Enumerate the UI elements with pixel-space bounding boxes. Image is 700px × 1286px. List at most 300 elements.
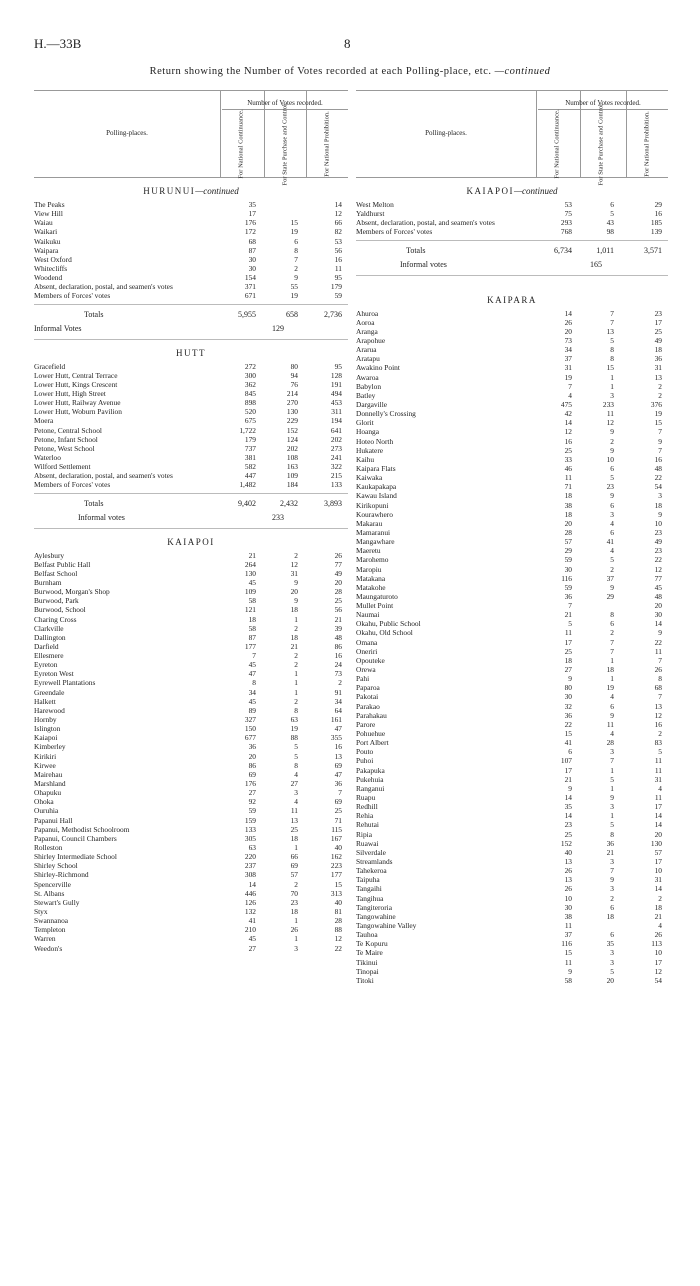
section-rows-kaiapoi — [34, 551, 348, 953]
polling-place-name: St. Albans — [34, 888, 65, 898]
national-continuance-value: 5 — [568, 619, 572, 629]
table-row — [356, 766, 668, 775]
national-prohibition-value: 21 — [654, 911, 662, 921]
national-continuance-value: 14 — [564, 793, 572, 803]
polling-place-name: Rehutai — [356, 820, 379, 830]
national-continuance-value: 30 — [564, 902, 572, 912]
state-purchase-value: 21 — [290, 641, 298, 651]
polling-place-name: Ararua — [356, 345, 377, 355]
polling-place-name: Mairehau — [34, 769, 63, 779]
national-continuance-value: 520 — [244, 407, 256, 417]
national-prohibition-value: 18 — [654, 345, 662, 355]
table-row — [34, 462, 348, 471]
state-purchase-value: 7 — [610, 308, 614, 318]
national-prohibition-value: 167 — [330, 833, 342, 843]
national-continuance-value: 154 — [244, 273, 256, 283]
table-row — [34, 642, 348, 651]
table-row — [34, 407, 348, 416]
national-prohibition-value: 36 — [334, 779, 342, 789]
table-row — [34, 389, 348, 398]
national-prohibition-value: 54 — [654, 482, 662, 492]
national-prohibition-value: 14 — [654, 820, 662, 830]
table-row — [356, 930, 668, 939]
national-continuance-value: 15 — [564, 729, 572, 739]
national-prohibition-value: 16 — [334, 742, 342, 752]
polling-place-name: Makarau — [356, 518, 383, 528]
polling-place-name: Redhill — [356, 802, 378, 812]
national-prohibition-value: 49 — [654, 335, 662, 345]
national-continuance-value: 46 — [564, 463, 572, 473]
table-row — [356, 857, 668, 866]
polling-place-name: Eyreton — [34, 660, 58, 670]
national-prohibition-value: 19 — [654, 409, 662, 419]
state-purchase-value: 19 — [606, 683, 614, 693]
polling-place-name: Oneriri — [356, 646, 378, 656]
table-row — [356, 820, 668, 829]
table-row — [356, 574, 668, 583]
table-row — [34, 806, 348, 815]
national-prohibition-value: 23 — [654, 308, 662, 318]
national-prohibition-value: 185 — [650, 218, 662, 228]
polling-place-name: Marshland — [34, 779, 66, 789]
state-purchase-value: 6 — [610, 902, 614, 912]
national-continuance-value: 121 — [244, 605, 256, 615]
state-purchase-value: 2 — [610, 628, 614, 638]
table-row — [34, 843, 348, 852]
polling-place-name: Silverdale — [356, 847, 386, 857]
national-continuance-value: 293 — [560, 218, 572, 228]
national-continuance-value: 30 — [248, 254, 256, 264]
table-row — [34, 688, 348, 697]
polling-place-name: Hukatere — [356, 445, 384, 455]
national-prohibition-value: 2 — [658, 381, 662, 391]
national-prohibition-value: 48 — [334, 632, 342, 642]
polling-place-name: Kirwee — [34, 760, 56, 770]
section-title: HUTT — [176, 347, 206, 358]
number-of-votes-header: Number of Votes recorded. — [222, 99, 348, 110]
national-prohibition-value: 191 — [330, 379, 342, 389]
state-purchase-value: 12 — [606, 418, 614, 428]
national-prohibition-value: 139 — [650, 227, 662, 237]
national-continuance-value: 10 — [564, 893, 572, 903]
table-row — [356, 976, 668, 985]
national-continuance-value: 87 — [248, 245, 256, 255]
national-prohibition-value: 20 — [654, 601, 662, 611]
polling-place-name: West Oxford — [34, 254, 72, 264]
table-row — [34, 398, 348, 407]
polling-place-name: Wilford Settlement — [34, 462, 91, 472]
state-purchase-value: 15 — [606, 363, 614, 373]
state-purchase-value: 36 — [606, 838, 614, 848]
national-continuance-value: 582 — [244, 462, 256, 472]
national-continuance-value: 36 — [248, 742, 256, 752]
national-prohibition-value: 47 — [334, 724, 342, 734]
state-purchase-value: 5 — [294, 742, 298, 752]
table-row — [34, 834, 348, 843]
state-purchase-value: 233 — [602, 399, 614, 409]
national-prohibition-value: 16 — [654, 209, 662, 219]
state-purchase-value: 8 — [610, 610, 614, 620]
section-title: KAIAPOI—continued — [466, 186, 558, 196]
polling-place-name: Taipuha — [356, 875, 380, 885]
document-reference: H.—33B — [34, 36, 82, 51]
table-row — [34, 596, 348, 605]
state-purchase-value: 5 — [610, 966, 614, 976]
table-row — [34, 797, 348, 806]
state-purchase-value: 1 — [610, 811, 614, 821]
state-purchase-value: 5 — [610, 209, 614, 219]
polling-place-name: Waipara — [34, 245, 59, 255]
polling-place-name: Lower Hutt, Railway Avenue — [34, 398, 121, 408]
table-header-right — [356, 90, 668, 186]
polling-place-name: Donnelly's Crossing — [356, 409, 416, 419]
state-purchase-value: 18 — [606, 665, 614, 675]
polling-place-name: Maropiu — [356, 564, 382, 574]
state-purchase-value: 5 — [610, 820, 614, 830]
state-purchase-value: 229 — [286, 416, 298, 426]
national-continuance-value: 152 — [560, 838, 572, 848]
polling-place-name: Weedon's — [34, 943, 63, 953]
national-prohibition-value: 26 — [334, 550, 342, 560]
state-purchase-value: 76 — [290, 379, 298, 389]
table-row — [356, 802, 668, 811]
national-prohibition-value: 49 — [334, 568, 342, 578]
polling-place-name: Ouruhia — [34, 806, 59, 816]
national-prohibition-value: 23 — [654, 527, 662, 537]
national-prohibition-value: 53 — [334, 236, 342, 246]
table-row — [34, 569, 348, 578]
table-header-left — [34, 90, 348, 186]
national-continuance-value: 12 — [564, 427, 572, 437]
state-purchase-value: 4 — [610, 546, 614, 556]
table-row — [356, 683, 668, 692]
table-row — [356, 418, 668, 427]
polling-place-name: Halkett — [34, 696, 56, 706]
national-prohibition-value: 22 — [654, 473, 662, 483]
national-prohibition-value: 73 — [334, 669, 342, 679]
state-purchase-value: 3 — [610, 948, 614, 958]
national-continuance-value: 18 — [248, 614, 256, 624]
polling-place-name: Marohemo — [356, 555, 389, 565]
national-continuance-value: 17 — [564, 765, 572, 775]
polling-place-name: Lower Hutt, High Street — [34, 388, 106, 398]
national-prohibition-value: 81 — [334, 907, 342, 916]
state-purchase-value: 2 — [610, 564, 614, 574]
table-row — [356, 565, 668, 574]
state-purchase-value: 1 — [294, 843, 298, 853]
national-prohibition-value: 13 — [334, 751, 342, 761]
table-row — [356, 519, 668, 528]
table-row — [34, 761, 348, 770]
polling-place-name: Tahekeroa — [356, 866, 387, 876]
table-row — [356, 628, 668, 637]
national-prohibition-value: 113 — [651, 939, 662, 949]
state-purchase-value: 28 — [606, 738, 614, 748]
polling-place-name: Hornby — [34, 715, 57, 725]
state-purchase-value: 202 — [286, 443, 298, 453]
table-row — [356, 958, 668, 967]
polling-place-name: Maeretu — [356, 546, 381, 556]
table-row — [34, 371, 348, 380]
state-purchase-value: 3 — [294, 788, 298, 798]
table-row — [34, 587, 348, 596]
state-purchase-value: 163 — [286, 462, 298, 472]
state-purchase-value: 19 — [290, 724, 298, 734]
polling-place-name: Ruawai — [356, 838, 379, 848]
table-row — [34, 227, 348, 236]
table-row — [34, 237, 348, 246]
table-row — [356, 510, 668, 519]
table-row — [34, 660, 348, 669]
state-purchase-value: 23 — [606, 482, 614, 492]
section-title: KAIAPOI — [167, 536, 215, 547]
national-prohibition-value: 179 — [330, 282, 342, 292]
national-continuance-value: 69 — [248, 769, 256, 779]
national-prohibition-value: 31 — [654, 774, 662, 784]
table-row — [356, 464, 668, 473]
polling-place-name: Te Maire — [356, 948, 383, 958]
table-row — [356, 446, 668, 455]
state-purchase-value: 31 — [290, 568, 298, 578]
polling-place-name: Aylesbury — [34, 550, 65, 560]
national-prohibition-value: 12 — [334, 209, 342, 219]
polling-place-name: Pakotai — [356, 692, 379, 702]
national-prohibition-value: 25 — [334, 596, 342, 606]
national-continuance-value: 45 — [248, 660, 256, 670]
national-prohibition-value: 57 — [654, 847, 662, 857]
national-prohibition-value: 313 — [330, 888, 342, 898]
state-purchase-value: 2 — [294, 623, 298, 633]
state-purchase-value: 80 — [290, 361, 298, 371]
state-purchase-value: 57 — [290, 870, 298, 880]
national-continuance-value: 22 — [564, 719, 572, 729]
state-purchase-value: 2 — [294, 651, 298, 661]
state-purchase-value: 2 — [294, 263, 298, 273]
table-row — [356, 209, 668, 218]
national-prohibition-value: 13 — [654, 701, 662, 711]
polling-place-name: Ohoka — [34, 797, 54, 807]
national-prohibition-value: 494 — [330, 388, 342, 398]
national-continuance-value: 210 — [244, 925, 256, 935]
national-continuance-value: 16 — [564, 436, 572, 446]
state-purchase-value: 6 — [294, 236, 298, 246]
national-prohibition-value: 17 — [654, 957, 662, 967]
polling-place-name: Aoroa — [356, 317, 375, 327]
state-purchase-value: 41 — [606, 537, 614, 547]
table-row — [356, 647, 668, 656]
national-continuance-value: 9 — [568, 674, 572, 684]
national-prohibition-value: 9 — [658, 436, 662, 446]
page-title: Return showing the Number of Votes recorded at each Polling-place, etc. —continued — [149, 66, 551, 77]
national-continuance-value: 21 — [564, 610, 572, 620]
polling-place-name: Burwood, Morgan's Shop — [34, 587, 110, 597]
polling-place-name: Batley — [356, 390, 376, 400]
national-continuance-value: 71 — [564, 482, 572, 492]
national-prohibition-value: 9 — [658, 509, 662, 519]
national-continuance-value: 768 — [560, 227, 572, 237]
national-continuance-value: 59 — [564, 555, 572, 565]
polling-place-name: Ripia — [356, 829, 373, 839]
national-prohibition-value: 22 — [654, 637, 662, 647]
national-continuance-value: 30 — [248, 263, 256, 273]
state-purchase-value: 1 — [294, 687, 298, 697]
polling-place-name: Stewart's Gully — [34, 897, 80, 907]
table-row — [356, 227, 668, 236]
national-prohibition-value: 3 — [658, 491, 662, 501]
col-national-prohibition-header: For National Prohibition. — [643, 111, 651, 177]
table-row — [34, 426, 348, 435]
national-prohibition-value: 29 — [654, 200, 662, 209]
national-continuance-value: 362 — [244, 379, 256, 389]
table-row — [356, 903, 668, 912]
table-row — [356, 811, 668, 820]
col-national-continuance-header: For National Continuance. — [237, 109, 245, 179]
state-purchase-value: 8 — [294, 760, 298, 770]
table-row — [356, 327, 668, 336]
state-purchase-value: 94 — [290, 370, 298, 380]
section-title: HURUNUI—continued — [143, 186, 239, 196]
state-purchase-value: 9 — [294, 577, 298, 587]
state-purchase-value: 4 — [610, 692, 614, 702]
national-prohibition-value: 16 — [654, 719, 662, 729]
table-row — [34, 816, 348, 825]
polling-place-name: Clarkville — [34, 623, 64, 633]
state-purchase-value: 8 — [610, 345, 614, 355]
national-continuance-value: 68 — [248, 236, 256, 246]
state-purchase-value: 69 — [290, 861, 298, 871]
state-purchase-value: 152 — [286, 425, 298, 435]
national-continuance-value: 37 — [564, 930, 572, 940]
state-purchase-value: 7 — [610, 646, 614, 656]
national-prohibition-value: 7 — [658, 655, 662, 665]
national-prohibition-value: 21 — [334, 614, 342, 624]
state-purchase-value: 2 — [294, 696, 298, 706]
national-prohibition-value: 215 — [330, 471, 342, 481]
national-prohibition-value: 48 — [654, 591, 662, 601]
state-purchase-value: 63 — [290, 715, 298, 725]
national-continuance-value: 13 — [564, 875, 572, 885]
state-purchase-value: 7 — [610, 756, 614, 766]
national-prohibition-value: 66 — [334, 218, 342, 228]
polling-place-name: Woodend — [34, 273, 63, 283]
polling-place-name: Burnham — [34, 577, 62, 587]
national-prohibition-value: 453 — [330, 398, 342, 408]
national-prohibition-value: 17 — [654, 857, 662, 866]
national-prohibition-value: 14 — [334, 200, 342, 209]
state-purchase-value: 3 — [610, 747, 614, 757]
national-continuance-value: 4 — [568, 390, 572, 400]
state-purchase-value: 1 — [294, 916, 298, 926]
polling-place-name: Parakao — [356, 701, 380, 711]
national-continuance-value: 14 — [564, 418, 572, 428]
national-continuance-value: 41 — [248, 916, 256, 926]
polling-place-name: Paparoa — [356, 683, 380, 693]
national-prohibition-value: 45 — [654, 582, 662, 592]
national-prohibition-value: 16 — [334, 254, 342, 264]
polling-place-name: Yaldhurst — [356, 209, 385, 219]
national-prohibition-value: 28 — [334, 916, 342, 926]
table-row — [356, 555, 668, 564]
state-purchase-value: 7 — [610, 866, 614, 876]
national-continuance-value: 11 — [564, 920, 572, 930]
table-row — [34, 551, 348, 560]
table-row — [34, 724, 348, 733]
table-row — [34, 934, 348, 943]
national-continuance-value: 6 — [568, 747, 572, 757]
state-purchase-value: 1 — [610, 381, 614, 391]
national-continuance-value: 26 — [564, 884, 572, 894]
national-prohibition-value: 40 — [334, 843, 342, 853]
national-continuance-value: 73 — [564, 335, 572, 345]
state-purchase-value: 1 — [294, 669, 298, 679]
national-continuance-value: 36 — [564, 710, 572, 720]
state-purchase-value: 1 — [610, 674, 614, 684]
polling-place-name: Petone, West School — [34, 443, 95, 453]
national-continuance-value: 86 — [248, 760, 256, 770]
polling-place-name: Lower Hutt, Woburn Pavilion — [34, 407, 122, 417]
national-prohibition-value: 56 — [334, 245, 342, 255]
national-continuance-value: 11 — [564, 473, 572, 483]
polling-place-name: Lower Hutt, Central Terrace — [34, 370, 118, 380]
table-row — [356, 601, 668, 610]
state-purchase-value: 9 — [610, 793, 614, 803]
national-continuance-value: 47 — [248, 669, 256, 679]
table-row — [34, 779, 348, 788]
polling-place-name: Harewood — [34, 705, 65, 715]
national-continuance-value: 32 — [564, 701, 572, 711]
national-continuance-value: 109 — [244, 587, 256, 597]
table-row — [356, 912, 668, 921]
table-row — [356, 409, 668, 418]
national-prohibition-value: 2 — [658, 390, 662, 400]
state-purchase-value: 109 — [286, 471, 298, 481]
table-row — [356, 674, 668, 683]
state-purchase-value: 18 — [290, 907, 298, 916]
table-row — [356, 363, 668, 372]
state-purchase-value: 184 — [286, 480, 298, 490]
polling-place-name: Opouteke — [356, 655, 385, 665]
national-prohibition-value: 24 — [334, 660, 342, 670]
polling-place-name: Kirikiri — [34, 751, 57, 761]
polling-place-name: Kourawhero — [356, 509, 393, 519]
state-purchase-value: 25 — [290, 824, 298, 834]
national-prohibition-value: 11 — [654, 756, 662, 766]
national-prohibition-value: 86 — [334, 641, 342, 651]
polling-place-name: Shirley Intermediate School — [34, 852, 117, 862]
polling-place-name: Ahuroa — [356, 308, 379, 318]
national-continuance-value: 675 — [244, 416, 256, 426]
polling-place-name: Babylon — [356, 381, 382, 391]
polling-place-name: Arapohue — [356, 335, 386, 345]
table-row — [34, 362, 348, 371]
national-continuance-value: 1,722 — [239, 425, 256, 435]
national-prohibition-value: 130 — [650, 838, 662, 848]
national-prohibition-value: 5 — [658, 747, 662, 757]
national-continuance-value: 21 — [248, 550, 256, 560]
national-continuance-value: 446 — [244, 888, 256, 898]
national-prohibition-value: 12 — [654, 710, 662, 720]
national-prohibition-value: 18 — [654, 902, 662, 912]
national-prohibition-value: 17 — [654, 317, 662, 327]
state-purchase-value: 19 — [290, 227, 298, 237]
polling-place-name: Tangowahine Valley — [356, 920, 417, 930]
right-column — [356, 90, 668, 985]
table-row — [356, 200, 668, 209]
state-purchase-value: 9 — [610, 875, 614, 885]
state-purchase-value: 3 — [610, 390, 614, 400]
table-row — [34, 578, 348, 587]
polling-place-name: Lower Hutt, Kings Crescent — [34, 379, 118, 389]
